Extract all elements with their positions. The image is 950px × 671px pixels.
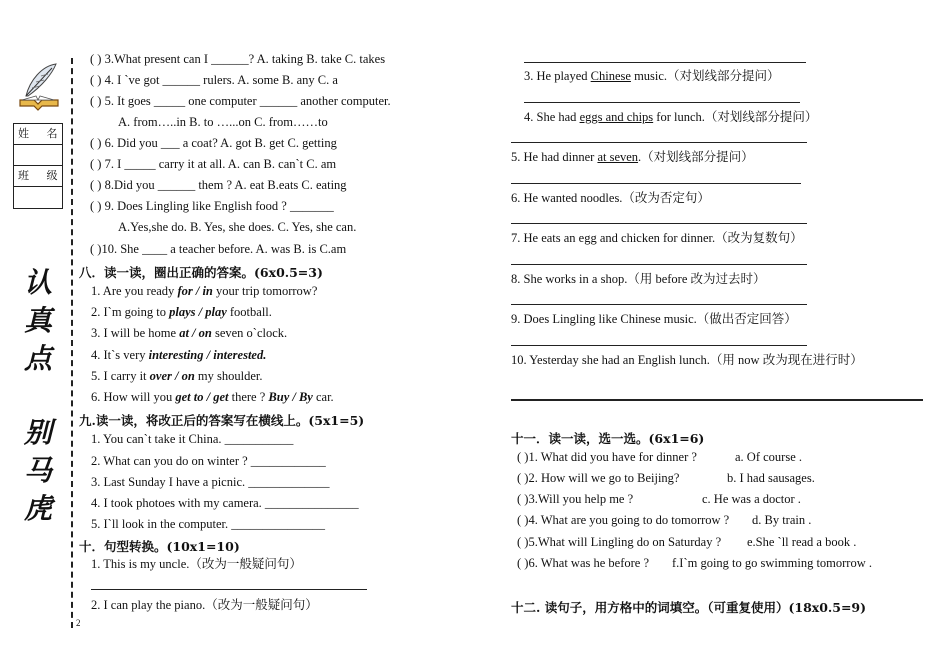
answer-line[interactable] bbox=[524, 102, 800, 103]
sec11-question-6: ( )6. What was he before ? bbox=[517, 556, 650, 570]
sec8-item-1: 1. Are you ready for / in your trip tomorrow? bbox=[91, 284, 318, 298]
name-label: 姓 名 bbox=[14, 124, 62, 145]
sec11-question-4: ( )4. What are you going to do tomorrow ? bbox=[517, 513, 730, 527]
answer-line[interactable] bbox=[511, 304, 807, 305]
sec11-answer-f: f.I`m going to go swimming tomorrow . bbox=[672, 556, 872, 570]
sec10-item-9: 9. Does Lingling like Chinese music.（做出否定回答） bbox=[511, 312, 797, 326]
mc-question-4: ( ) 4. I `ve got ______ rulers. A. some B. any C. a bbox=[90, 73, 338, 87]
answer-line[interactable] bbox=[91, 589, 367, 590]
sec11-question-3: ( )3.Will you help me ? bbox=[517, 492, 634, 506]
answer-choice[interactable]: get to / get bbox=[175, 390, 229, 404]
sec10-item-1: 1. This is my uncle.（改为一般疑问句） bbox=[91, 557, 302, 571]
mc-question-9-options: A.Yes,she do. B. Yes, she does. C. Yes, she can. bbox=[118, 220, 357, 234]
binding-line bbox=[71, 58, 73, 628]
answer-choice[interactable]: at / on bbox=[179, 326, 212, 340]
sec9-item-5[interactable]: 5. I`ll look in the computer. _______________ bbox=[91, 517, 326, 531]
sec11-answer-a: a. Of course . bbox=[735, 450, 802, 464]
slogan-1: 认 真 点 bbox=[24, 266, 53, 375]
sec10-item-6: 6. He wanted noodles.（改为否定句） bbox=[511, 191, 710, 205]
page-number: 2 bbox=[76, 618, 81, 628]
answer-choice[interactable]: over / on bbox=[149, 369, 195, 383]
sec8-item-4: 4. It`s very interesting / interested. bbox=[91, 348, 267, 362]
mc-question-5: ( ) 5. It goes _____ one computer ______ another computer. bbox=[90, 94, 391, 108]
sec10-item-8: 8. She works in a shop.（用 before 改为过去时） bbox=[511, 272, 766, 286]
sec8-item-5: 5. I carry it over / on my shoulder. bbox=[91, 369, 263, 383]
sec10-item-10: 10. Yesterday she had an English lunch.（用 now 改为现在进行时） bbox=[511, 353, 863, 367]
sec8-item-6: 6. How will you get to / get there ? Buy / By car. bbox=[91, 390, 334, 404]
sec9-item-4[interactable]: 4. I took photoes with my camera. _______________ bbox=[91, 496, 359, 510]
sec11-answer-d: d. By train . bbox=[752, 513, 812, 527]
sec11-question-1: ( )1. What did you have for dinner ? bbox=[517, 450, 697, 464]
sec10-item-2: 2. I can play the piano.（改为一般疑问句） bbox=[91, 598, 318, 612]
answer-line[interactable] bbox=[511, 183, 801, 184]
sec8-item-2: 2. I`m going to plays / play football. bbox=[91, 305, 272, 319]
mc-question-5-options: A. from…..in B. to …...on C. from……to bbox=[118, 115, 328, 129]
sec11-question-2: ( )2. How will we go to Beijing? bbox=[517, 471, 680, 485]
mc-question-7: ( ) 7. I _____ carry it at all. A. can B. can`t C. am bbox=[90, 157, 337, 171]
section-11-title: 十一．读一读，选一选。(6x1=6) bbox=[511, 431, 705, 446]
sec8-item-3: 3. I will be home at / on seven o`clock. bbox=[91, 326, 288, 340]
class-field[interactable] bbox=[14, 187, 62, 207]
sec11-question-5: ( )5.What will Lingling do on Saturday ? bbox=[517, 535, 722, 549]
mc-question-10: ( )10. She ____ a teacher before. A. was B. is C.am bbox=[90, 242, 347, 256]
sec10-item-7: 7. He eats an egg and chicken for dinner.（改为复数句） bbox=[511, 231, 803, 245]
answer-line[interactable] bbox=[524, 62, 806, 63]
answer-choice[interactable]: plays / play bbox=[169, 305, 227, 319]
class-label: 班 级 bbox=[14, 166, 62, 187]
mc-question-8: ( ) 8.Did you ______ them ? A. eat B.eats C. eating bbox=[90, 178, 347, 192]
sec11-answer-c: c. He was a doctor . bbox=[702, 492, 801, 506]
mc-question-9: ( ) 9. Does Lingling like English food ? _______ bbox=[90, 199, 334, 213]
name-class-box bbox=[13, 123, 63, 209]
section-12-title: 十二. 读句子，用方格中的词填空。（可重复使用）(18x0.5=9) bbox=[511, 600, 867, 615]
answer-choice[interactable]: Buy / By bbox=[268, 390, 313, 404]
sec11-answer-b: b. I had sausages. bbox=[727, 471, 815, 485]
section-10-title: 十．句型转换。(10x1=10) bbox=[79, 539, 240, 554]
slogan-2: 别 马 虎 bbox=[24, 416, 53, 525]
answer-line[interactable] bbox=[511, 223, 807, 224]
mc-question-3: ( ) 3.What present can I ______? A. taking B. take C. takes bbox=[90, 52, 386, 66]
sec9-item-3[interactable]: 3. Last Sunday I have a picnic. _____________ bbox=[91, 475, 330, 489]
sec11-answer-e: e.She `ll read a book . bbox=[747, 535, 857, 549]
sec10-item-5: 5. He had dinner at seven.（对划线部分提问） bbox=[511, 150, 754, 164]
mc-question-6: ( ) 6. Did you ___ a coat? A. got B. get C. getting bbox=[90, 136, 337, 150]
answer-line[interactable] bbox=[511, 345, 807, 346]
sec9-item-1[interactable]: 1. You can`t take it China. ___________ bbox=[91, 432, 294, 446]
answer-choice[interactable]: interesting / interested. bbox=[148, 348, 267, 362]
section-8-title: 八．读一读，圈出正确的答案。(6x0.5=3) bbox=[79, 265, 323, 280]
sec9-item-2[interactable]: 2. What can you do on winter ? ____________ bbox=[91, 454, 326, 468]
answer-line[interactable] bbox=[511, 264, 807, 265]
answer-line[interactable] bbox=[511, 142, 807, 143]
sec10-item-4: 4. She had eggs and chips for lunch.（对划线部分提问） bbox=[524, 110, 818, 124]
answer-line[interactable] bbox=[511, 399, 923, 401]
sec10-item-3: 3. He played Chinese music.（对划线部分提问） bbox=[524, 69, 780, 83]
quill-and-book-icon bbox=[12, 60, 64, 112]
name-field[interactable] bbox=[14, 145, 62, 166]
answer-choice[interactable]: for / in bbox=[177, 284, 213, 298]
section-9-title: 九.读一读，将改正后的答案写在横线上。(5x1=5) bbox=[79, 413, 365, 428]
